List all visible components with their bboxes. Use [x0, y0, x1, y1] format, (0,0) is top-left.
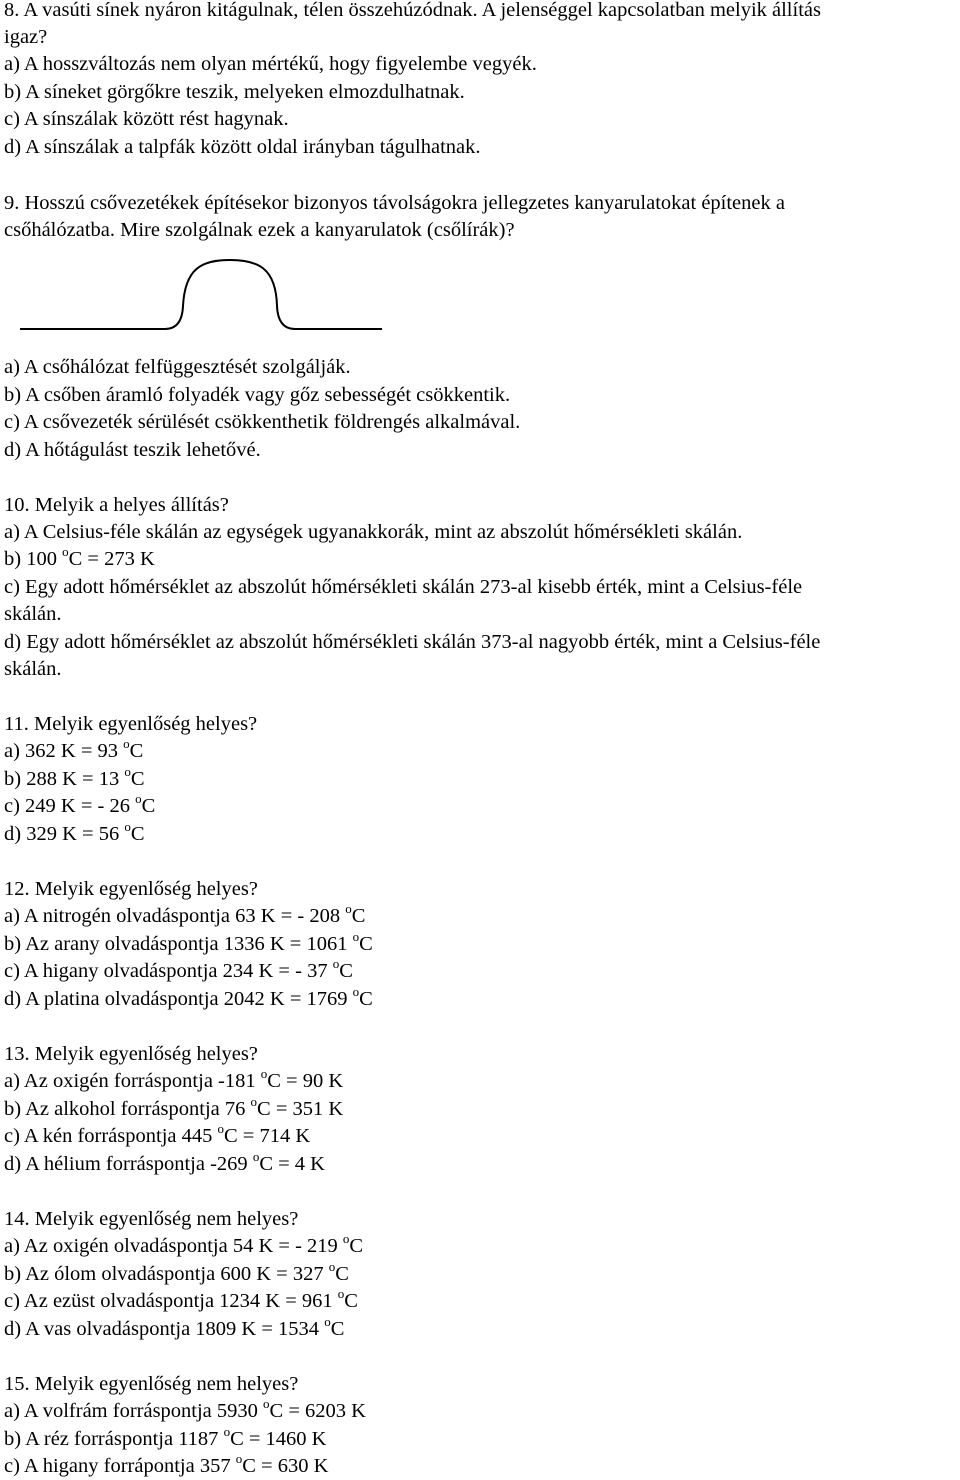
q8-option-a: a) A hosszváltozás nem olyan mértékű, hogy figyelembe vegyék. — [4, 53, 537, 75]
pipe-expansion-loop-diagram — [20, 256, 388, 336]
q10-question: 10. Melyik a helyes állítás? — [4, 494, 229, 516]
q11-option-a: a) 362 K = 93 $^o$C — [4, 736, 144, 762]
q9-option-a: a) A csőhálózat felfüggesztését szolgálják. — [4, 356, 351, 378]
q14-option-c: c) Az ezüst olvadáspontja 1234 K = 961 $^o$C — [4, 1286, 358, 1312]
q12-option-a: a) A nitrogén olvadáspontja 63 K = - 208 $^o$C — [4, 901, 366, 927]
q12-option-c: c) A higany olvadáspontja 234 K = - 37 $^o$C — [4, 956, 353, 982]
q13-option-a: a) Az oxigén forráspontja -181 $^o$C = 90 K — [4, 1066, 344, 1092]
q10-option-c-cont: skálán. — [4, 603, 62, 625]
q10-option-b: b) 100 $^o$C = 273 K — [4, 544, 155, 570]
q9-question-cont: csőhálózatba. Mire szolgálnak ezek a kanyarulatok (csőlírák)? — [4, 219, 515, 241]
q10-option-c: c) Egy adott hőmérséklet az abszolút hőmérsékleti skálán 273-al kisebb érték, mint a Celsius-féle — [4, 576, 803, 598]
q9-option-d: d) A hőtágulást teszik lehetővé. — [4, 439, 261, 461]
q8-question: 8. A vasúti sínek nyáron kitágulnak, télen összehúzódnak. A jelenséggel kapcsolatban melyik állítás — [4, 0, 821, 21]
q10-option-d-cont: skálán. — [4, 658, 62, 680]
q13-option-d: d) A hélium forráspontja -269 $^o$C = 4 K — [4, 1149, 325, 1175]
q8-option-c: c) A sínszálak között rést hagynak. — [4, 108, 289, 130]
q14-option-d: d) A vas olvadáspontja 1809 K = 1534 $^o$C — [4, 1314, 345, 1340]
q15-option-c: c) A higany forrápontja 357 $^o$C = 630 K — [4, 1451, 329, 1477]
q12-option-d: d) A platina olvadáspontja 2042 K = 1769 $^o$C — [4, 984, 373, 1010]
q13-option-c: c) A kén forráspontja 445 $^o$C = 714 K — [4, 1121, 311, 1147]
q10-option-a: a) A Celsius-féle skálán az egységek ugyanakkorák, mint az abszolút hőmérsékleti skálán. — [4, 521, 743, 543]
q8-option-d: d) A sínszálak a talpfák között oldal irányban tágulhatnak. — [4, 136, 481, 158]
q15-option-b: b) A réz forráspontja 1187 $^o$C = 1460 K — [4, 1424, 327, 1450]
q12-question: 12. Melyik egyenlőség helyes? — [4, 878, 258, 900]
q14-option-b: b) Az ólom olvadáspontja 600 K = 327 $^o$C — [4, 1259, 349, 1285]
q10-option-d: d) Egy adott hőmérséklet az abszolút hőmérsékleti skálán 373-al nagyobb érték, mint a Celsius-féle — [4, 631, 821, 653]
q12-option-b: b) Az arany olvadáspontja 1336 K = 1061 $^o$C — [4, 929, 373, 955]
q9-option-b: b) A csőben áramló folyadék vagy gőz sebességét csökkentik. — [4, 384, 511, 406]
q15-option-a: a) A volfrám forráspontja 5930 $^o$C = 6203 K — [4, 1396, 366, 1422]
q13-question: 13. Melyik egyenlőség helyes? — [4, 1043, 258, 1065]
q13-option-b: b) Az alkohol forráspontja 76 $^o$C = 351 K — [4, 1094, 344, 1120]
q11-question: 11. Melyik egyenlőség helyes? — [4, 713, 258, 735]
q11-option-c: c) 249 K = - 26 $^o$C — [4, 791, 156, 817]
q11-option-b: b) 288 K = 13 $^o$C — [4, 764, 145, 790]
q11-option-d: d) 329 K = 56 $^o$C — [4, 819, 145, 845]
q9-option-c: c) A csővezeték sérülését csökkenthetik földrengés alkalmával. — [4, 411, 521, 433]
q15-question: 15. Melyik egyenlőség nem helyes? — [4, 1373, 299, 1395]
q8-question-cont: igaz? — [4, 26, 48, 48]
q14-option-a: a) Az oxigén olvadáspontja 54 K = - 219 $^o$C — [4, 1231, 364, 1257]
degree-sign: o — [62, 544, 69, 560]
q8-option-b: b) A síneket görgőkre teszik, melyeken elmozdulhatnak. — [4, 81, 465, 103]
q9-question: 9. Hosszú csővezetékek építésekor bizonyos távolságokra jellegzetes kanyarulatokat építenek a — [4, 192, 785, 214]
q14-question: 14. Melyik egyenlőség nem helyes? — [4, 1208, 299, 1230]
